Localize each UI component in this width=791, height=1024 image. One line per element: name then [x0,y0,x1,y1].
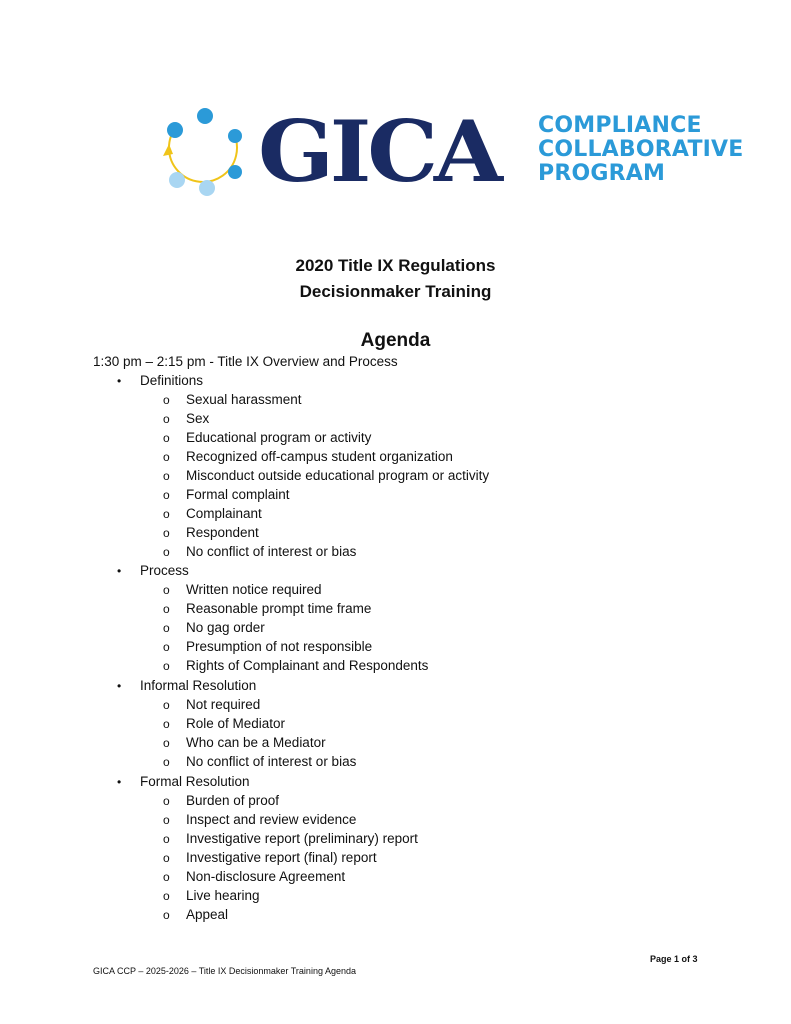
list-item-label: No gag order [186,620,265,635]
sub-bullet-icon: o [163,698,170,712]
bullet-icon: • [117,775,122,789]
bullet-icon: • [117,679,122,693]
list-item-label: Reasonable prompt time frame [186,601,372,616]
logo-subtitle [538,114,744,186]
list-item-label: Respondent [186,525,259,540]
list-item-label: Who can be a Mediator [186,735,326,750]
section-label: Informal Resolution [140,678,257,693]
bullet-icon: • [117,374,122,388]
sub-bullet-icon: o [163,640,170,654]
list-item-label: Misconduct outside educational program or activity [186,468,490,483]
list-item-label: Educational program or activity [186,430,372,445]
sub-bullet-icon: o [163,621,170,635]
section-label: Process [140,563,189,578]
list-item-label: Complainant [186,506,262,521]
sub-bullet-icon: o [163,870,170,884]
bullet-icon: • [117,564,122,578]
list-item-label: Sexual harassment [186,392,302,407]
list-item-label: Sex [186,411,210,426]
list-item-label: Formal complaint [186,487,290,502]
sub-bullet-icon: o [163,393,170,407]
sub-bullet-icon: o [163,736,170,750]
list-item-label: Recognized off-campus student organization [186,449,453,464]
list-item-label: No conflict of interest or bias [186,544,357,559]
sub-bullet-icon: o [163,412,170,426]
session-time: 1:30 pm – 2:15 pm - Title IX Overview and Process [93,354,398,369]
list-item-label: Inspect and review evidence [186,812,357,827]
list-item-label: Burden of proof [186,793,280,808]
sub-bullet-icon: o [163,717,170,731]
list-item-label: Role of Mediator [186,716,286,731]
sub-bullet-icon: o [163,450,170,464]
sub-bullet-icon: o [163,908,170,922]
logo-wordmark: GICA [258,102,499,201]
sub-bullet-icon: o [163,583,170,597]
document-title-line: Decisionmaker Training [299,282,492,301]
list-item-label: Presumption of not responsible [186,639,373,654]
list-item-label: Non-disclosure Agreement [186,869,346,884]
sub-bullet-icon: o [163,889,170,903]
section-label: Formal Resolution [140,774,250,789]
sub-bullet-icon: o [163,851,170,865]
section-label: Definitions [140,373,204,388]
sub-bullet-icon: o [163,832,170,846]
sub-bullet-icon: o [163,507,170,521]
sub-bullet-icon: o [163,755,170,769]
logo-subtitle-line: PROGRAM [538,161,666,186]
agenda-heading: Agenda [360,330,431,351]
list-item-label: Investigative report (final) report [186,850,377,865]
page-number: Page 1 of 3 [650,954,698,964]
page-footer: GICA CCP – 2025-2026 – Title IX Decisionmaker Training Agenda [93,966,356,976]
gica-logo [155,102,744,204]
logo-circle-icon [155,104,250,202]
sub-bullet-icon: o [163,431,170,445]
list-item-label: Written notice required [186,582,322,597]
sub-bullet-icon: o [163,526,170,540]
list-item-label: Live hearing [186,888,260,903]
list-item-label: Appeal [186,907,229,922]
list-item-label: No conflict of interest or bias [186,754,357,769]
sub-bullet-icon: o [163,602,170,616]
sub-bullet-icon: o [163,545,170,559]
list-item-label: Investigative report (preliminary) report [186,831,418,846]
sub-bullet-icon: o [163,794,170,808]
list-item-label: Not required [186,697,261,712]
list-item-label: Rights of Complainant and Respondents [186,658,429,673]
sub-bullet-icon: o [163,488,170,502]
sub-bullet-icon: o [163,813,170,827]
logo-subtitle-line: COMPLIANCE [538,113,702,138]
sub-bullet-icon: o [163,659,170,673]
document-title-line: 2020 Title IX Regulations [295,256,496,275]
logo-subtitle-line: COLLABORATIVE [538,137,744,162]
sub-bullet-icon: o [163,469,170,483]
